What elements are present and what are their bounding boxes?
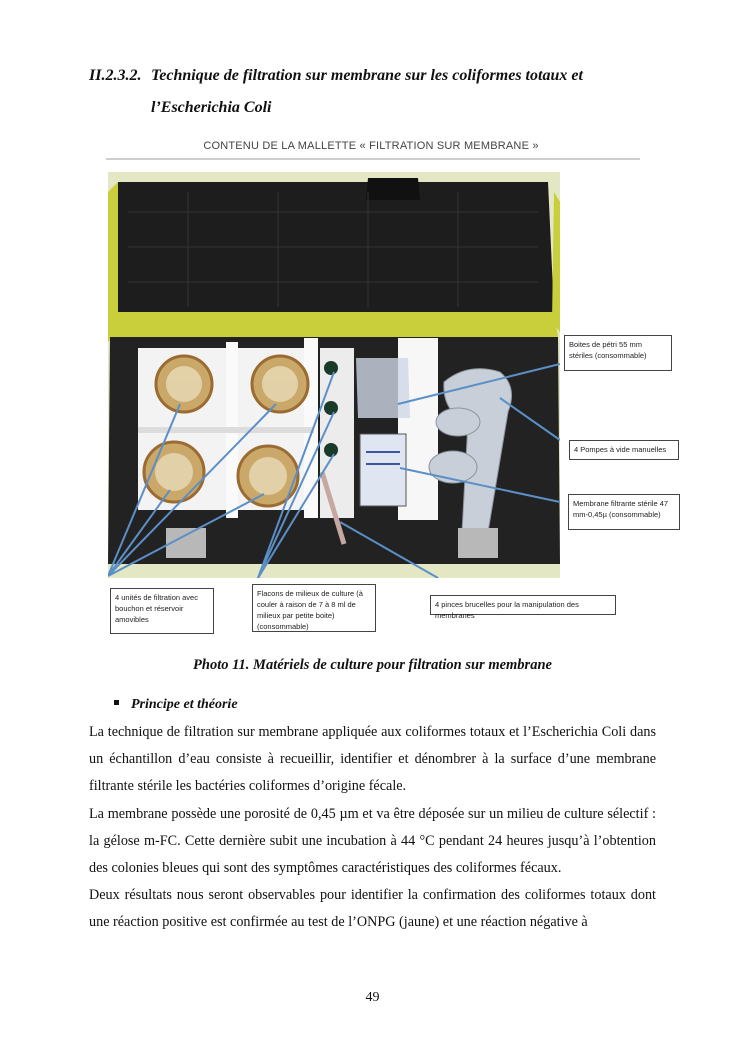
figure-title: CONTENU DE LA MALLETTE « FILTRATION SUR MEMBRANE » (203, 140, 539, 152)
paragraph: Deux résultats nous seront observables pour identifier la confirmation des coliformes totaux dont une réaction positive est confirmée au test de l’ONPG (jaune) et une réaction négative à (89, 887, 656, 931)
callout-tweezers: 4 pinces brucelles pour la manipulation des membranes (430, 595, 616, 615)
paragraph: La technique de filtration sur membrane appliquée aux coliformes totaux et l’Escherichia Coli dans un échantillon d’eau consiste à recueillir, identifier et dénombrer à la surface d’une membrane filtrante stérile les bactéries coliformes d’origine fécale. (89, 724, 656, 795)
figure (104, 140, 679, 640)
callout-filtration-units: 4 unités de filtration avec bouchon et réservoir amovibles (110, 588, 214, 634)
subsection-bullet (114, 697, 238, 713)
section-number: II.2.3.2. (89, 67, 142, 84)
callout-vacuum-pumps: 4 Pompes à vide manuelles (569, 440, 679, 460)
photo-caption: Photo 11. Matériels de culture pour filtration sur membrane (193, 657, 552, 673)
body-text (89, 719, 656, 937)
callout-petri-dishes: Boites de pétri 55 mm stériles (consommable) (564, 335, 672, 371)
section-title-line1: Technique de filtration sur membrane sur les coliformes totaux et (151, 67, 583, 84)
paragraph: La membrane possède une porosité de 0,45 µm et va être déposée sur un milieu de culture sélectif : la gélose m-FC. Cette dernière subit une incubation à 44 °C pendant 24 heures jusqu’à l’obtention des colonies bleues qui sont des symptômes caractéristiques des coliformes fécaux. (89, 805, 656, 877)
callout-filter-membrane: Membrane filtrante stérile 47 mm-0,45µ (consommable) (568, 494, 680, 530)
section-title-line2: l’Escherichia Coli (151, 99, 272, 116)
section-heading (89, 60, 689, 124)
figure-title-rule (106, 158, 640, 160)
kit-photo (108, 172, 560, 578)
page-number: 49 (365, 990, 380, 1005)
subsection-title: Principe et théorie (131, 697, 238, 712)
kit-case-illustration (108, 172, 560, 578)
callout-culture-flasks: Flacons de milieux de culture (à couler à raison de 7 à 8 ml de milieux par petite boite) (consommable) (252, 584, 376, 632)
bullet-square-icon (114, 700, 119, 705)
